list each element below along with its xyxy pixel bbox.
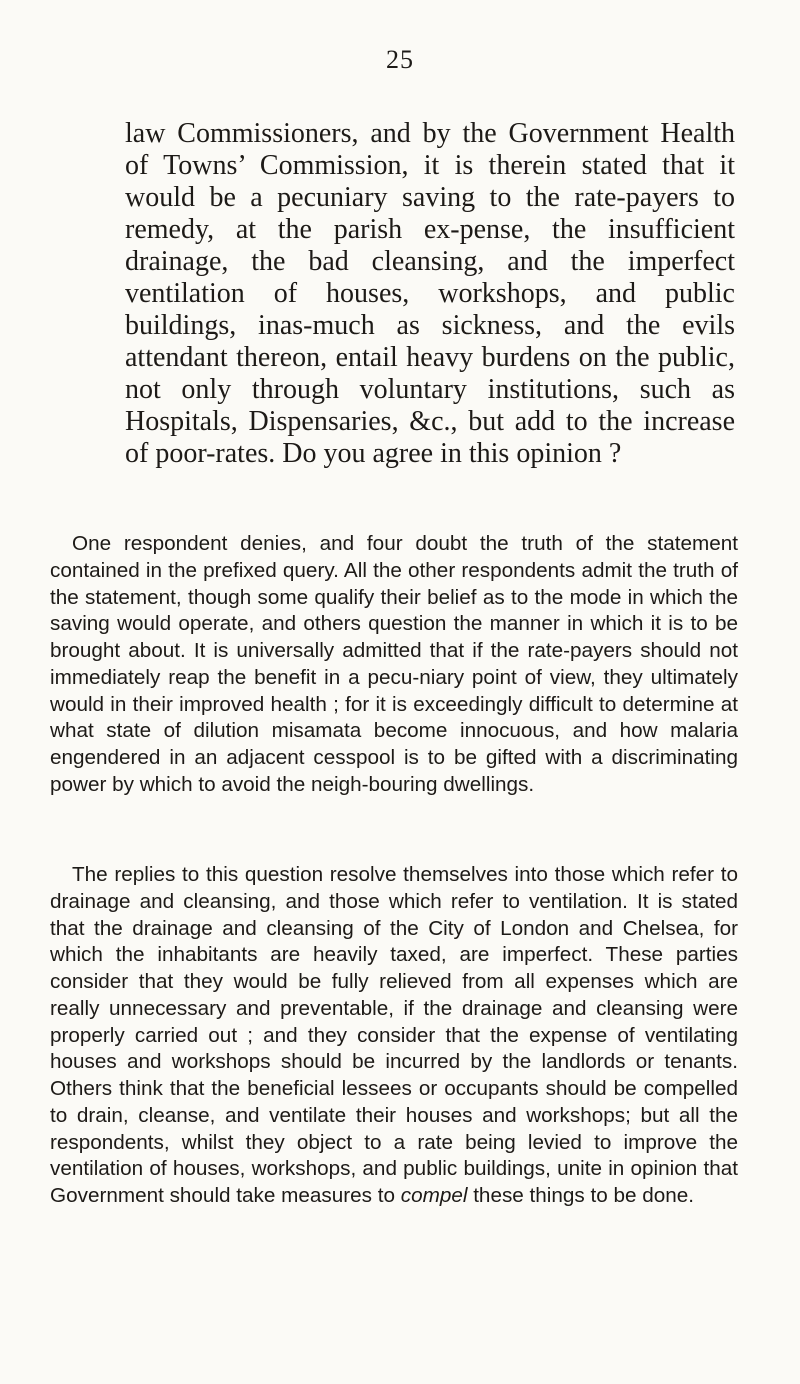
emphasized-word: compel [400, 1184, 468, 1207]
answer-second-ending: these things to be done. [473, 1184, 695, 1207]
answer-paragraph-second [50, 862, 738, 1210]
answer-paragraph-first: One respondent denies, and four doubt the truth of the statement contained in the prefixed query. All the other respondents admit the truth of the statement, though some qualify their belief as to the mode in which the saving would operate, and others question the manner in which it is to be brought about. It is universally admitted that if the rate-payers should not immediately reap the benefit in a pecu-niary point of view, they ultimately would in their improved health ; for it is exceedingly difficult to determine at what state of dilution misamata become innocuous, and how malaria engendered in an adjacent cesspool is to be gifted with a discriminating power by which to avoid the neigh-bouring dwellings. [50, 532, 738, 796]
page-number: 25 [386, 45, 414, 74]
query-paragraph: law Commissioners, and by the Government Health of Towns’ Commission, it is therein stated that it would be a pecuniary saving to the rate-payers to remedy, at the parish ex-pense, the insufficient drainage, the bad cleansing, and the imperfect ventilation of houses, workshops, and public buildings, inas-much as sickness, and the evils attendant thereon, entail heavy burdens on the public, not only through voluntary institutions, such as Hospitals, Dispensaries, &c., but add to the increase of poor-rates. Do you agree in this opinion ? [125, 118, 735, 469]
answer-second-text: The replies to this question resolve themselves into those which refer to drainage and cleansing, and those which refer to ventilation. It is stated that the drainage and cleansing of the City of London and Chelsea, for which the inhabitants are heavily taxed, are imperfect. These parties consider that they would be fully relieved from all expenses which are really unnecessary and preventable, if the drainage and cleansing were properly carried out ; and they consider that the expense of ventilating houses and workshops should be incurred by the landlords or tenants. Others think that the beneficial lessees or occupants should be compelled to drain, cleanse, and ventilate their houses and workshops; but all the respondents, whilst they object to a rate being levied to improve the ventilation of houses, workshops, and public buildings, unite in opinion that Government should take measures to [50, 863, 738, 1207]
